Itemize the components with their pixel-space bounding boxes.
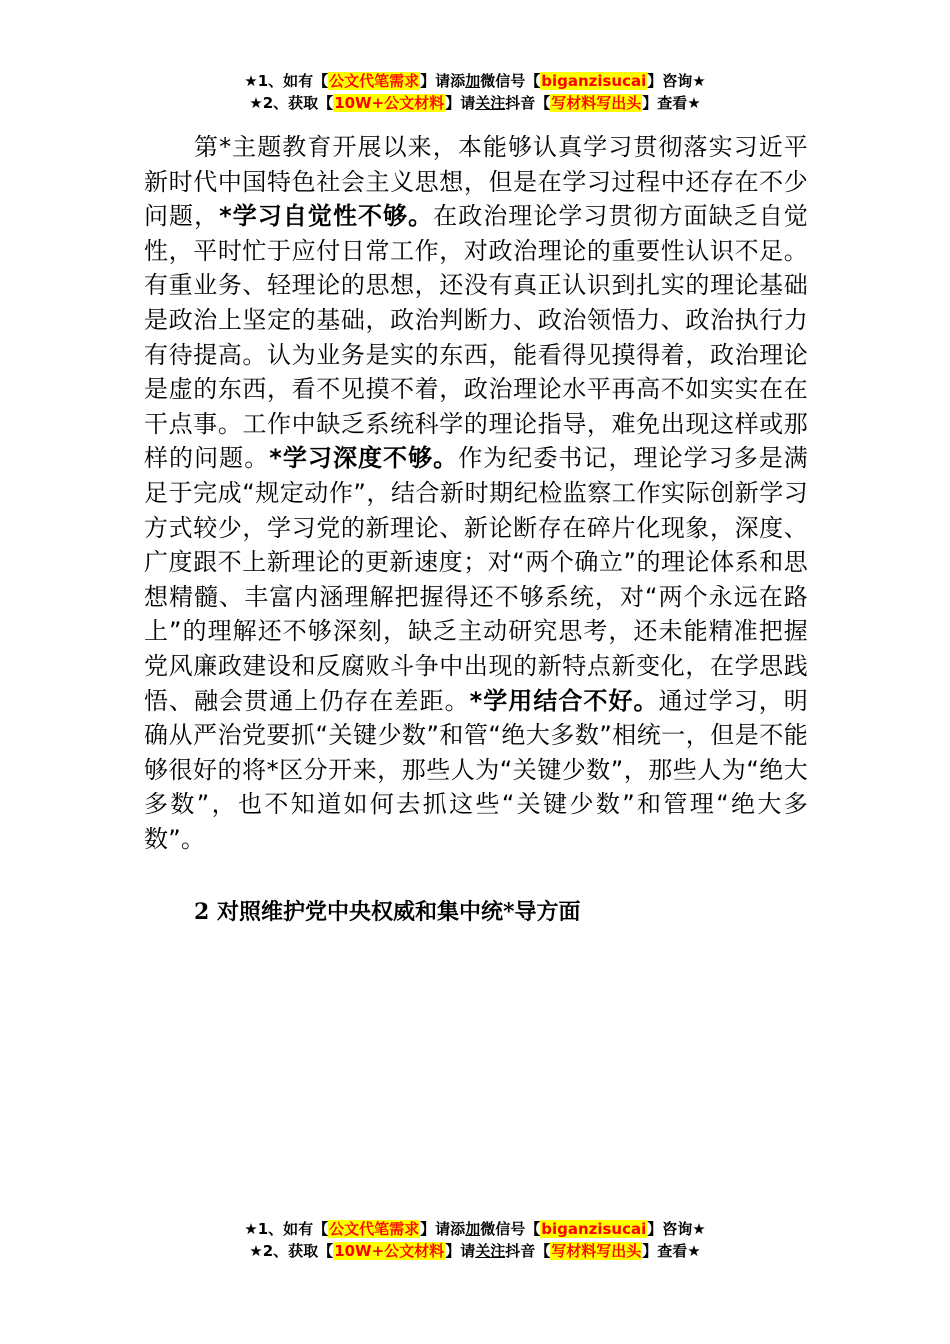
paragraph-text: 第*主题教育开展以来，本能够认真学习贯彻落实习近平新时代中国特色社会主义思想，但是在学习过程中还存在不少问题， [144, 133, 808, 231]
banner-text: 】查看★ [642, 94, 701, 112]
banner-text: 】咨询★ [647, 1220, 706, 1238]
footer-banner [0, 1218, 950, 1262]
banner-highlight-service: 公文代笔需求 [329, 72, 420, 90]
banner-line-1 [0, 1218, 950, 1240]
banner-text: ★1、如有【 [244, 72, 329, 90]
banner-highlight-douyin: 写材料写出头 [551, 1242, 642, 1260]
banner-text: 】请 [445, 1242, 476, 1260]
banner-text: 微信号【 [480, 1220, 541, 1238]
paragraph-text: 作为纪委书记，理论学习多是满足于完成“规定动作”，结合新时期纪检监察工作实际创新学习方式较少，学习党的新理论、新论断存在碎片化现象，深度、广度跟不上新理论的更新速度；对“两个确立”的理论体系和思想精髓、丰富内涵理解把握得还不够系统，对“两个永远在路上”的理解还不够深刻，缺乏主动研究思考，还未能精准把握党风廉政建设和反腐败斗争中出现的新特点新变化，在学思践悟、融会贯通上仍存在差距。 [144, 444, 809, 715]
banner-text: 】请添 [420, 72, 466, 90]
document-body [144, 130, 808, 856]
banner-text: ★2、获取【 [249, 1242, 334, 1260]
banner-underlined-text: 加 [465, 1220, 481, 1238]
body-paragraph [144, 130, 808, 856]
banner-text: 】咨询★ [647, 72, 706, 90]
banner-line-2 [0, 1240, 950, 1262]
banner-text: ★1、如有【 [244, 1220, 329, 1238]
paragraph-text: 在政治理论学习贯彻方面缺乏自觉性，平时忙于应付日常工作，对政治理论的重要性认识不足。有重业务、轻理论的思想，还没有真正认识到扎实的理论基础是政治上坚定的基础，政治判断力、政治领悟力、政治执行力有待提高。认为业务是实的东西，能看得见摸得着，政治理论是虚的东西，看不见摸不着，政治理论水平再高不如实实在在干点事。工作中缺乏系统科学的理论指导，难免出现这样或那样的问题。 [144, 202, 809, 473]
banner-line-1 [0, 70, 950, 92]
banner-highlight-materials: 10W+公文材料 [334, 94, 445, 112]
header-banner [0, 70, 950, 114]
banner-highlight-wechat-id: biganzisucai [541, 72, 647, 90]
banner-text: 】查看★ [642, 1242, 701, 1260]
paragraph-text: 通过学习，明确从严治党要抓“关键少数”和管“绝大多数”相统一，但是不能够很好的将*区分开来，那些人为“关键少数”，那些人为“绝大多数”，也不知道如何去抓这些“关键少数”和管理“绝大多数”。 [144, 686, 808, 853]
banner-underlined-text: 关注 [475, 1242, 506, 1260]
banner-text: ★2、获取【 [249, 94, 334, 112]
banner-underlined-text: 加 [465, 72, 481, 90]
banner-text: 】请添 [420, 1220, 466, 1238]
section-heading: 2 对照维护党中央权威和集中统*导方面 [194, 899, 581, 925]
banner-line-2 [0, 92, 950, 114]
banner-highlight-materials: 10W+公文材料 [334, 1242, 445, 1260]
banner-text: 抖音【 [505, 1242, 551, 1260]
banner-underlined-text: 关注 [475, 94, 506, 112]
banner-highlight-service: 公文代笔需求 [329, 1220, 420, 1238]
banner-highlight-douyin: 写材料写出头 [551, 94, 642, 112]
banner-text: 】请 [445, 94, 476, 112]
banner-text: 微信号【 [480, 72, 541, 90]
banner-text: 抖音【 [505, 94, 551, 112]
bold-point-application: *学用结合不好。 [469, 686, 659, 715]
bold-point-depth: *学习深度不够。 [269, 444, 459, 473]
banner-highlight-wechat-id: biganzisucai [541, 1220, 647, 1238]
bold-point-self-awareness: *学习自觉性不够。 [219, 202, 434, 231]
